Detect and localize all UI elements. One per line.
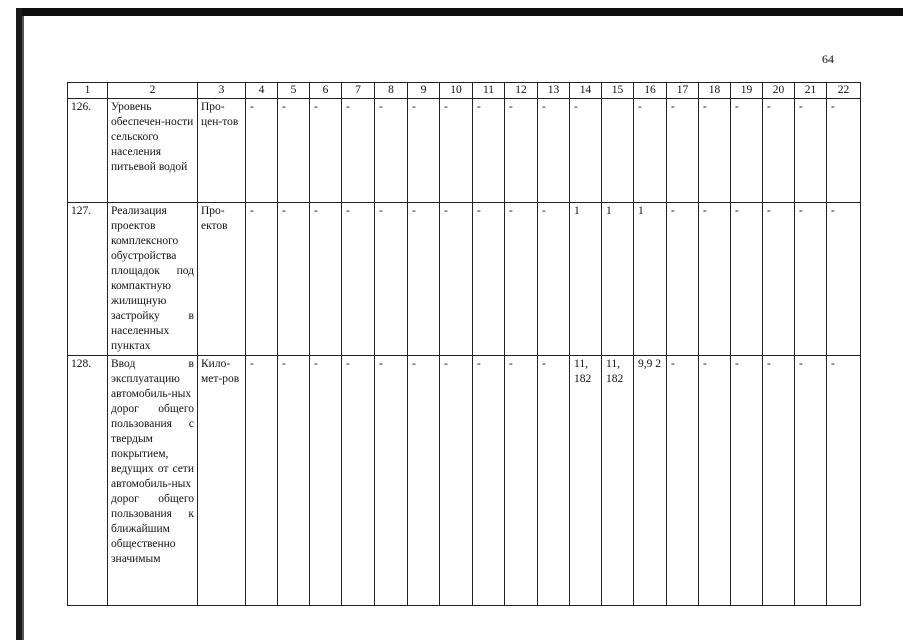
value-cell: - [246, 203, 278, 356]
unit-of-measure: Про-ектов [198, 203, 246, 356]
value-cell: - [699, 203, 731, 356]
value-cell: - [699, 356, 731, 606]
value-cell: 1 [570, 203, 602, 356]
value-cell: - [375, 99, 408, 203]
header-cell: 16 [634, 83, 667, 99]
table-row [68, 99, 861, 203]
header-cell: 3 [198, 83, 246, 99]
value-cell: - [310, 99, 342, 203]
page-number: 64 [822, 52, 834, 66]
header-cell: 6 [310, 83, 342, 99]
value-cell: - [278, 203, 310, 356]
header-cell: 18 [699, 83, 731, 99]
value-cell: - [570, 99, 602, 203]
header-cell: 2 [108, 83, 198, 99]
value-cell: - [731, 203, 763, 356]
header-cell: 13 [538, 83, 570, 99]
value-cell: 11, 182 [570, 356, 602, 606]
value-cell: - [408, 203, 440, 356]
value-cell: - [667, 99, 699, 203]
header-row [68, 83, 861, 99]
value-cell: - [473, 99, 505, 203]
value-cell: - [505, 99, 538, 203]
header-cell: 9 [408, 83, 440, 99]
value-cell: - [827, 203, 861, 356]
header-cell: 14 [570, 83, 602, 99]
value-cell: - [731, 99, 763, 203]
value-cell: - [795, 203, 827, 356]
header-cell: 7 [342, 83, 375, 99]
scan-top-border [22, 8, 903, 16]
value-cell [602, 99, 634, 203]
value-cell: 11, 182 [602, 356, 634, 606]
value-cell: - [473, 203, 505, 356]
header-cell: 11 [473, 83, 505, 99]
indicator-name: Ввод в эксплуатацию автомобиль-ных дорог общего пользования с твердым покрытием, ведущих от сети автомобиль-ных дорог общего пользования к ближайшим общественно значимым [108, 356, 198, 606]
value-cell: - [795, 99, 827, 203]
header-cell: 1 [68, 83, 108, 99]
header-cell: 19 [731, 83, 763, 99]
row-number: 128. [68, 356, 108, 606]
value-cell: - [375, 203, 408, 356]
header-cell: 22 [827, 83, 861, 99]
value-cell: - [246, 99, 278, 203]
value-cell: - [278, 99, 310, 203]
header-cell: 10 [440, 83, 473, 99]
value-cell: - [505, 203, 538, 356]
value-cell: - [342, 356, 375, 606]
value-cell: - [408, 356, 440, 606]
value-cell: - [505, 356, 538, 606]
header-cell: 20 [763, 83, 795, 99]
value-cell: - [795, 356, 827, 606]
value-cell: - [763, 203, 795, 356]
header-cell: 17 [667, 83, 699, 99]
value-cell: - [473, 356, 505, 606]
unit-of-measure: Кило-мет-ров [198, 356, 246, 606]
value-cell: - [342, 99, 375, 203]
value-cell: - [763, 356, 795, 606]
value-cell: - [667, 356, 699, 606]
value-cell: - [763, 99, 795, 203]
header-cell: 4 [246, 83, 278, 99]
value-cell: - [538, 99, 570, 203]
value-cell: 1 [634, 203, 667, 356]
value-cell: - [667, 203, 699, 356]
value-cell: - [342, 203, 375, 356]
header-cell: 5 [278, 83, 310, 99]
value-cell: - [440, 356, 473, 606]
indicators-table [67, 82, 861, 606]
unit-of-measure: Про-цен-тов [198, 99, 246, 203]
value-cell: - [827, 356, 861, 606]
value-cell: - [310, 356, 342, 606]
value-cell: - [538, 203, 570, 356]
value-cell: - [375, 356, 408, 606]
header-cell: 21 [795, 83, 827, 99]
value-cell: - [440, 99, 473, 203]
value-cell: - [310, 203, 342, 356]
scan-left-shadow [22, 16, 24, 640]
value-cell: - [408, 99, 440, 203]
table-row [68, 356, 861, 606]
table-body [68, 83, 861, 606]
table-row [68, 203, 861, 356]
value-cell: - [278, 356, 310, 606]
header-cell: 12 [505, 83, 538, 99]
value-cell: - [731, 356, 763, 606]
indicator-name: Реализация проектов комплексного обустройства площадок под компактную жилищную застройку в населенных пунктах [108, 203, 198, 356]
row-number: 127. [68, 203, 108, 356]
header-cell: 15 [602, 83, 634, 99]
value-cell: - [246, 356, 278, 606]
value-cell: - [699, 99, 731, 203]
value-cell: 9,9 2 [634, 356, 667, 606]
value-cell: - [827, 99, 861, 203]
value-cell: - [440, 203, 473, 356]
header-cell: 8 [375, 83, 408, 99]
row-number: 126. [68, 99, 108, 203]
value-cell: - [538, 356, 570, 606]
indicator-name: Уровень обеспечен-ности сельского населения питьевой водой [108, 99, 198, 203]
value-cell: 1 [602, 203, 634, 356]
value-cell: - [634, 99, 667, 203]
